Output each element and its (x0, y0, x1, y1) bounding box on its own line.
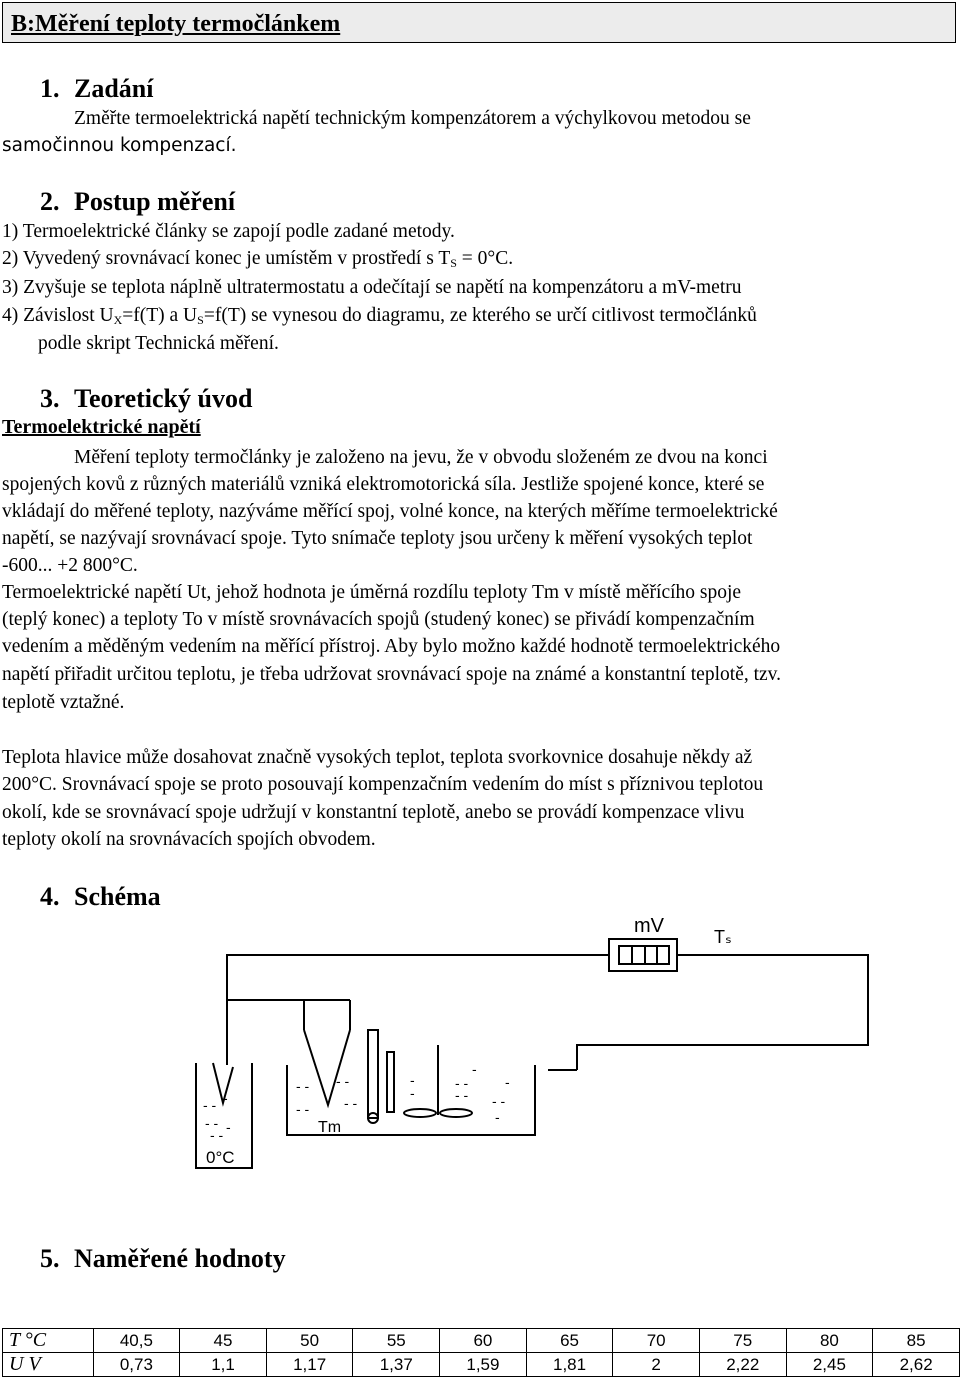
para2-line3: vedením a měděným vedením na měřící přístroj. Aby bylo možno každé hodnotě termoelektrického (2, 636, 781, 657)
step-1: 1) Termoelektrické články se zapojí podle zadané metody. (2, 221, 455, 242)
table-cell: 1,59 (440, 1353, 527, 1377)
millivoltmeter (609, 915, 677, 971)
para2-line4: napětí přiřadit určitou teplotu, je třeba udržovat srovnávací spoje na známé a konstantní teplotě, tzv. (2, 664, 782, 685)
table-cell: 2,22 (699, 1353, 786, 1377)
svg-text:- -: - - (492, 1093, 506, 1109)
thermocouple-schematic (0, 905, 960, 1175)
svg-text:-: - (223, 1090, 228, 1106)
section-1-text-line2: samočinnou kompenzací. (2, 135, 237, 156)
ts-label: Tₛ (714, 927, 732, 947)
step-4-line2: podle skript Technická měření. (38, 333, 279, 354)
section-2-number: 2. (40, 187, 60, 216)
table-cell: 45 (180, 1329, 267, 1353)
section-4-title: Schéma (74, 882, 161, 911)
table-cell: 2 (613, 1353, 700, 1377)
para3-line3: okolí, kde se srovnávací spoje udržují v konstantní teplotě, anebo se provádí kompenzace vlivu (2, 802, 745, 823)
step-2-text-a: 2) Vyvedený srovnávací konec je umístěm v prostředí s T (2, 248, 451, 269)
subsection-thermoelectric-voltage: Termoelektrické napětí (2, 416, 201, 438)
svg-text:- -: - - (205, 1115, 219, 1131)
table-cell: 75 (699, 1329, 786, 1353)
table-cell: 1,81 (526, 1353, 613, 1377)
para2-line2: (teplý konec) a teploty To v místě srovnávacích spojů (studený konec) se přivádí kompenzačním (2, 609, 755, 630)
section-5-title: Naměřené hodnoty (74, 1244, 286, 1273)
row-label-temperature: T °C (3, 1329, 94, 1353)
table-cell: 85 (873, 1329, 960, 1353)
table-cell: 1,37 (353, 1353, 440, 1377)
table-cell: 0,73 (93, 1353, 180, 1377)
svg-text:- -: - - (344, 1095, 358, 1111)
table-cell: 70 (613, 1329, 700, 1353)
svg-text:- -: - - (455, 1087, 469, 1103)
section-4-number: 4. (40, 882, 60, 911)
document-title-box (2, 2, 956, 43)
reference-beaker (196, 1063, 252, 1168)
svg-text:- -: - - (203, 1097, 217, 1113)
step-3: 3) Zvyšuje se teplota náplně ultratermostatu a odečítají se napětí na kompenzátoru a mV-metru (2, 277, 742, 298)
section-2-title: Postup měření (74, 187, 236, 216)
svg-text:- -: - - (455, 1075, 469, 1091)
step-4-text-a: 4) Závislost U (2, 305, 114, 326)
table-cell: 60 (440, 1329, 527, 1353)
section-3-number: 3. (40, 384, 60, 413)
section-1-number: 1. (40, 74, 60, 103)
section-5-number: 5. (40, 1244, 60, 1273)
table-row-voltage (3, 1353, 960, 1377)
para2-line5: teplotě vztažné. (2, 692, 125, 713)
step-4-subscript-x: X (113, 313, 123, 327)
para3-line2: 200°C. Srovnávací spoje se proto posouvají kompenzačním vedením do míst s příznivou teplotou (2, 774, 764, 795)
table-cell: 2,62 (873, 1353, 960, 1377)
table-cell: 65 (526, 1329, 613, 1353)
svg-text:-: - (472, 1061, 477, 1077)
table-row-temperature (3, 1329, 960, 1353)
measurements-table (2, 1328, 960, 1377)
table-cell: 1,1 (180, 1353, 267, 1377)
table-cell: 1,17 (266, 1353, 353, 1377)
table-cell: 55 (353, 1329, 440, 1353)
section-2-heading (40, 187, 235, 217)
zero-label: 0°C (206, 1148, 235, 1167)
table-cell: 50 (266, 1329, 353, 1353)
para1-line2: spojených kovů z různých materiálů vzniká elektromotorická síla. Jestliže spojené konce, které se (2, 474, 765, 495)
wires (213, 955, 868, 1105)
step-2 (2, 245, 513, 277)
section-1-heading (40, 74, 154, 104)
step-4-text-b: =f(T) a U (122, 305, 198, 326)
svg-text:-: - (505, 1074, 510, 1090)
para1-line4: napětí, se nazývají srovnávací spoje. Tyto snímače teploty jsou určeny k měření vysokých teplot (2, 528, 753, 549)
step-4-subscript-s: S (197, 313, 204, 327)
mv-label: mV (634, 915, 664, 937)
svg-text:-: - (410, 1072, 415, 1088)
para1-line3: vkládají do měřené teploty, nazýváme měřící spoj, volné konce, na kterých měříme termoelektrické (2, 501, 778, 522)
section-1-title: Zadání (74, 74, 154, 103)
para3-line1: Teplota hlavice může dosahovat značně vysokých teplot, teplota svorkovnice dosahuje někdy až (2, 747, 753, 768)
table-cell: 80 (786, 1329, 873, 1353)
svg-text:-: - (495, 1109, 500, 1125)
svg-text:- -: - - (296, 1078, 310, 1094)
section-3-title: Teoretický úvod (74, 384, 253, 413)
para1-line1: Měření teploty termočlánky je založeno na jevu, že v obvodu složeném ze dvou na konci (74, 447, 768, 468)
table-cell: 40,5 (93, 1329, 180, 1353)
svg-text:- -: - - (210, 1127, 224, 1143)
ultrathermostat-bath (287, 1030, 535, 1136)
table-cell: 2,45 (786, 1353, 873, 1377)
step-2-subscript: S (450, 256, 457, 270)
para3-line4: teploty okolí na srovnávacích spojích obvodem. (2, 829, 376, 850)
para1-line5: -600... +2 800°C. (2, 555, 138, 576)
section-5-heading (40, 1244, 286, 1274)
svg-text:-: - (226, 1119, 231, 1135)
step-4-text-c: =f(T) se vynesou do diagramu, ze kterého se určí citlivost termočlánků (203, 305, 757, 326)
svg-text:- -: - - (336, 1073, 350, 1089)
section-1-text-line1: Změřte termoelektrická napětí technickým kompenzátorem a výchylkovou metodou se (74, 108, 751, 129)
document-title: B:Měření teploty termočlánkem (11, 11, 341, 37)
svg-text:-: - (410, 1085, 415, 1101)
svg-text:- -: - - (296, 1101, 310, 1117)
section-3-heading (40, 384, 252, 414)
step-2-text-b: = 0°C. (456, 248, 514, 269)
para2-line1: Termoelektrické napětí Ut, jehož hodnota je úměrná rozdílu teploty Tm v místě měřícího spoje (2, 582, 742, 603)
row-label-voltage: U V (3, 1353, 94, 1377)
tm-label: Tm (318, 1119, 342, 1136)
